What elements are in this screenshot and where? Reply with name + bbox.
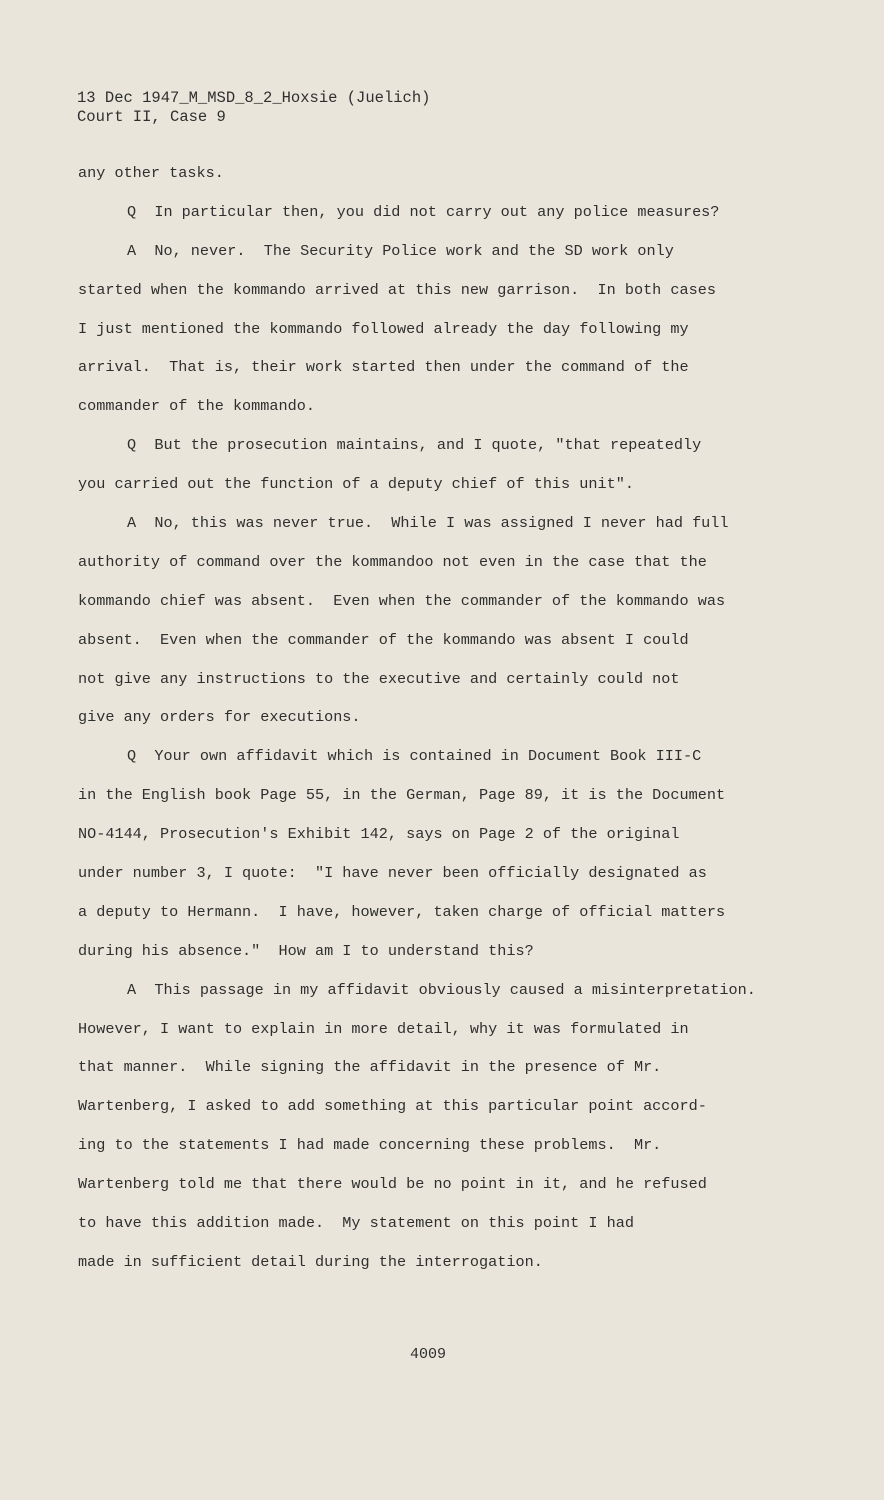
- header-line-court: Court II, Case 9: [77, 108, 226, 126]
- transcript-line: give any orders for executions.: [78, 708, 361, 727]
- document-header: [77, 89, 430, 127]
- transcript-line: under number 3, I quote: "I have never been officially designated as: [78, 864, 707, 883]
- transcript-line: made in sufficient detail during the interrogation.: [78, 1252, 543, 1271]
- header-line-date: 13 Dec 1947_M_MSD_8_2_Hoxsie (Juelich): [77, 89, 431, 107]
- transcript-line: arrival. That is, their work started then under the command of the: [78, 358, 689, 377]
- transcript-line: a deputy to Hermann. I have, however, taken charge of official matters: [78, 902, 726, 921]
- transcript-line: any other tasks.: [78, 164, 224, 182]
- transcript-body: [78, 160, 858, 1288]
- transcript-line: A This passage in my affidavit obviously caused a misinterpretation.: [127, 980, 756, 999]
- transcript-line: Q But the prosecution maintains, and I quote, "that repeatedly: [127, 436, 702, 455]
- transcript-line: A No, this was never true. While I was assigned I never had full: [127, 514, 729, 533]
- transcript-line: absent. Even when the commander of the kommando was absent I could: [78, 630, 689, 649]
- transcript-line: during his absence." How am I to understand this?: [78, 941, 534, 960]
- transcript-line: authority of command over the kommandoo not even in the case that the: [78, 552, 707, 571]
- transcript-line: Wartenberg told me that there would be no point in it, and he refused: [78, 1175, 707, 1194]
- transcript-line: Q Your own affidavit which is contained in Document Book III-C: [127, 747, 702, 766]
- transcript-line: A No, never. The Security Police work and the SD work only: [127, 241, 674, 260]
- transcript-line: Q In particular then, you did not carry out any police measures?: [127, 202, 720, 221]
- transcript-line: that manner. While signing the affidavit in the presence of Mr.: [78, 1058, 662, 1077]
- transcript-line: kommando chief was absent. Even when the commander of the kommando was: [78, 591, 726, 610]
- transcript-line: you carried out the function of a deputy chief of this unit".: [78, 475, 634, 494]
- page-number: 4009: [410, 1346, 447, 1363]
- transcript-line: in the English book Page 55, in the German, Page 89, it is the Document: [78, 786, 726, 805]
- transcript-line: NO-4144, Prosecution's Exhibit 142, says on Page 2 of the original: [78, 825, 680, 844]
- transcript-line: I just mentioned the kommando followed already the day following my: [78, 319, 689, 338]
- transcript-line: However, I want to explain in more detail, why it was formulated in: [78, 1019, 689, 1038]
- transcript-line: started when the kommando arrived at this new garrison. In both cases: [78, 280, 716, 299]
- transcript-line: commander of the kommando.: [78, 397, 315, 416]
- transcript-line: Wartenberg, I asked to add something at this particular point accord-: [78, 1097, 707, 1116]
- transcript-line: not give any instructions to the executive and certainly could not: [78, 669, 680, 688]
- transcript-line: ing to the statements I had made concerning these problems. Mr.: [78, 1136, 662, 1155]
- transcript-line: to have this addition made. My statement on this point I had: [78, 1214, 634, 1233]
